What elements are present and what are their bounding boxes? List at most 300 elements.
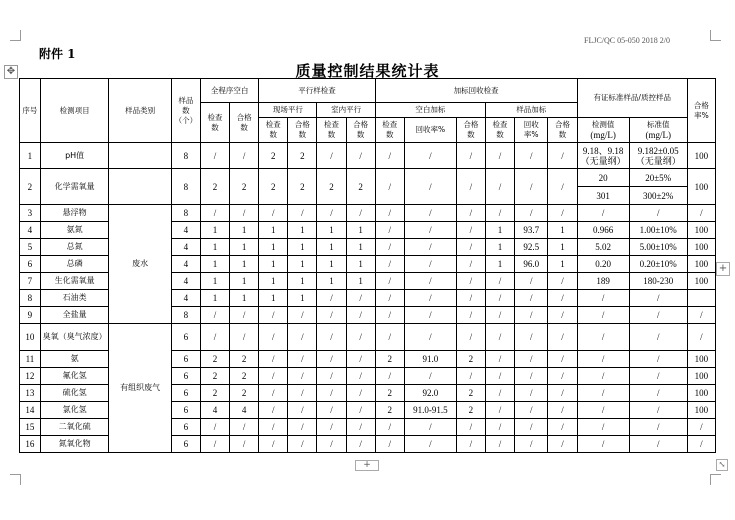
- cell-lp: /: [346, 307, 375, 324]
- cell-fc: 1: [259, 256, 288, 273]
- cell-bp: 1: [230, 290, 259, 307]
- cell-measured: /: [577, 385, 629, 402]
- cell-n: 8: [171, 143, 200, 169]
- cell-bp: 2: [230, 169, 259, 205]
- cell-rate: 100: [687, 273, 715, 290]
- cell-fc: /: [259, 324, 288, 351]
- cell-sbr: /: [404, 307, 456, 324]
- cell-ssr: /: [515, 419, 548, 436]
- cell-fp: /: [288, 368, 317, 385]
- cell-ssp: /: [548, 402, 577, 419]
- cell-item: 氮氧化物: [40, 436, 109, 453]
- cell-bc: 1: [200, 290, 229, 307]
- cell-item: 氯化氢: [40, 402, 109, 419]
- cell-lc: /: [317, 290, 346, 307]
- header-field-parallel: 现场平行: [259, 103, 317, 118]
- cell-n: 6: [171, 402, 200, 419]
- cell-measured: 189: [577, 273, 629, 290]
- cell-no: 3: [20, 205, 41, 222]
- header-parallel: 平行样检查: [259, 79, 376, 103]
- cell-no: 12: [20, 368, 41, 385]
- cell-lp: /: [346, 419, 375, 436]
- header-pass-rate: 合格 率%: [687, 79, 715, 143]
- cell-lc: /: [317, 368, 346, 385]
- cell-ssr: /: [515, 143, 548, 169]
- cell-bc: /: [200, 205, 229, 222]
- cell-measured: 20: [577, 169, 629, 187]
- cell-ssr: /: [515, 307, 548, 324]
- cell-sbc: /: [375, 143, 404, 169]
- header-standard: 标准值 (mg/L): [629, 118, 687, 143]
- cell-sbr: 91.0-91.5: [404, 402, 456, 419]
- cell-bc: /: [200, 419, 229, 436]
- cell-bc: 1: [200, 239, 229, 256]
- cell-standard: /: [629, 385, 687, 402]
- cell-fp: 1: [288, 273, 317, 290]
- cell-bc: /: [200, 307, 229, 324]
- cell-standard: 180-230: [629, 273, 687, 290]
- cell-bp: 1: [230, 222, 259, 239]
- cell-ssp: /: [548, 436, 577, 453]
- cell-rate: [687, 290, 715, 307]
- cell-lp: /: [346, 402, 375, 419]
- cell-item: 总磷: [40, 256, 109, 273]
- cell-n: 6: [171, 436, 200, 453]
- cell-standard: 20±5%: [629, 169, 687, 187]
- header-measured: 检测值 (mg/L): [577, 118, 629, 143]
- cell-no: 11: [20, 351, 41, 368]
- cell-ssp: /: [548, 169, 577, 205]
- cell-item: 臭氧（臭气浓度）: [40, 324, 109, 351]
- cell-item: 悬浮物: [40, 205, 109, 222]
- cell-rate: /: [687, 307, 715, 324]
- page-corner-top-left: [10, 30, 21, 41]
- cell-lc: /: [317, 402, 346, 419]
- cell-fc: 1: [259, 273, 288, 290]
- cell-sbp: /: [456, 169, 485, 205]
- cell-n: 4: [171, 222, 200, 239]
- cell-sbr: 91.0: [404, 351, 456, 368]
- cell-n: 6: [171, 385, 200, 402]
- cell-measured: /: [577, 402, 629, 419]
- cell-sbc: /: [375, 273, 404, 290]
- cell-n: 4: [171, 273, 200, 290]
- cell-fp: 1: [288, 222, 317, 239]
- cell-standard: 1.00±10%: [629, 222, 687, 239]
- page-corner-bottom-right: [710, 474, 721, 485]
- cell-sbp: /: [456, 368, 485, 385]
- table-resize-icon[interactable]: ⤡: [716, 459, 728, 471]
- cell-no: 10: [20, 324, 41, 351]
- cell-sbp: /: [456, 273, 485, 290]
- cell-fc: 1: [259, 290, 288, 307]
- table-row: [20, 169, 716, 187]
- cell-rate: 100: [687, 385, 715, 402]
- cell-lc: 1: [317, 239, 346, 256]
- cell-sbc: /: [375, 307, 404, 324]
- cell-bc: /: [200, 324, 229, 351]
- cell-fp: 1: [288, 290, 317, 307]
- cell-ssp: 1: [548, 222, 577, 239]
- cell-standard: /: [629, 402, 687, 419]
- cell-lp: /: [346, 351, 375, 368]
- cell-fp: /: [288, 307, 317, 324]
- cell-ssc: 1: [485, 239, 514, 256]
- header-sample-spike-pass: 合格 数: [548, 118, 577, 143]
- cell-ssp: 1: [548, 239, 577, 256]
- cell-fp: 1: [288, 239, 317, 256]
- cell-item: 氨: [40, 351, 109, 368]
- add-row-icon[interactable]: +: [355, 460, 379, 471]
- header-lab-check: 检查 数: [317, 118, 346, 143]
- cell-lc: 1: [317, 222, 346, 239]
- cell-standard: /: [629, 368, 687, 385]
- cell-item: pH值: [40, 143, 109, 169]
- cell-standard: 0.20±10%: [629, 256, 687, 273]
- cell-no: 5: [20, 239, 41, 256]
- cell-item: 总氮: [40, 239, 109, 256]
- header-sample-spike: 样品加标: [485, 103, 577, 118]
- header-blank: 全程序空白: [200, 79, 258, 103]
- cell-item: 全盐量: [40, 307, 109, 324]
- cell-standard: /: [629, 351, 687, 368]
- cell-item: 生化需氧量: [40, 273, 109, 290]
- cell-standard: /: [629, 290, 687, 307]
- cell-measured: /: [577, 419, 629, 436]
- cell-lp: 1: [346, 222, 375, 239]
- cell-sbc: /: [375, 239, 404, 256]
- cell-bp: 4: [230, 402, 259, 419]
- cell-rate: 100: [687, 169, 715, 205]
- cell-sbr: /: [404, 324, 456, 351]
- cell-standard: 9.182±0.05（无量纲）: [629, 143, 687, 169]
- cell-sbc: /: [375, 436, 404, 453]
- cell-n: 6: [171, 324, 200, 351]
- header-sample-spike-check: 检查 数: [485, 118, 514, 143]
- header-category: 样品类别: [109, 79, 171, 143]
- cell-sbc: /: [375, 324, 404, 351]
- cell-item: 石油类: [40, 290, 109, 307]
- cell-rate: 100: [687, 351, 715, 368]
- cell-sbp: 2: [456, 402, 485, 419]
- cell-rate: 100: [687, 239, 715, 256]
- cell-sbp: /: [456, 205, 485, 222]
- cell-ssr: /: [515, 368, 548, 385]
- cell-measured: /: [577, 290, 629, 307]
- cell-ssc: /: [485, 368, 514, 385]
- cell-sbr: /: [404, 419, 456, 436]
- cell-sbr: /: [404, 368, 456, 385]
- cell-fc: 1: [259, 239, 288, 256]
- cell-lp: 1: [346, 256, 375, 273]
- header-sample-count: 样品 数 （个）: [171, 79, 200, 143]
- cell-sbp: /: [456, 239, 485, 256]
- cell-lp: /: [346, 324, 375, 351]
- cell-ssr: /: [515, 273, 548, 290]
- header-seq: 序号: [20, 79, 41, 143]
- cell-sbr: /: [404, 222, 456, 239]
- cell-ssp: /: [548, 205, 577, 222]
- cell-ssc: /: [485, 385, 514, 402]
- cell-lp: 1: [346, 239, 375, 256]
- cell-measured: 5.02: [577, 239, 629, 256]
- page-corner-top-right: [710, 30, 721, 41]
- cell-lc: /: [317, 419, 346, 436]
- cell-ssp: /: [548, 273, 577, 290]
- cell-ssp: /: [548, 290, 577, 307]
- cell-n: 4: [171, 256, 200, 273]
- cell-ssr: /: [515, 169, 548, 205]
- cell-item: 二氧化硫: [40, 419, 109, 436]
- cell-ssp: /: [548, 351, 577, 368]
- cell-lp: /: [346, 436, 375, 453]
- cell-ssc: /: [485, 205, 514, 222]
- cell-no: 4: [20, 222, 41, 239]
- cell-standard: /: [629, 436, 687, 453]
- cell-bp: /: [230, 307, 259, 324]
- cell-n: 4: [171, 290, 200, 307]
- cell-ssp: /: [548, 368, 577, 385]
- cell-sbr: /: [404, 256, 456, 273]
- header-field-pass: 合格 数: [288, 118, 317, 143]
- cell-measured: /: [577, 436, 629, 453]
- cell-measured: 9.18、9.18（无量纲）: [577, 143, 629, 169]
- header-blank-spike-check: 检查 数: [375, 118, 404, 143]
- add-column-icon[interactable]: +: [716, 262, 730, 276]
- cell-standard: /: [629, 419, 687, 436]
- cell-sbc: /: [375, 222, 404, 239]
- cell-n: 8: [171, 169, 200, 205]
- cell-fp: /: [288, 351, 317, 368]
- cell-bc: /: [200, 436, 229, 453]
- cell-standard: 300±2%: [629, 187, 687, 205]
- cell-no: 6: [20, 256, 41, 273]
- cell-ssc: 1: [485, 256, 514, 273]
- cell-fc: 2: [259, 169, 288, 205]
- cell-lc: /: [317, 436, 346, 453]
- cell-ssc: /: [485, 324, 514, 351]
- page-corner-bottom-left: [10, 474, 21, 485]
- cell-fc: /: [259, 436, 288, 453]
- cell-no: 9: [20, 307, 41, 324]
- cell-fc: /: [259, 205, 288, 222]
- cell-bc: 2: [200, 368, 229, 385]
- cell-sbp: /: [456, 222, 485, 239]
- cell-rate: 100: [687, 222, 715, 239]
- header-blank-spike: 空白加标: [375, 103, 485, 118]
- cell-ssc: /: [485, 351, 514, 368]
- cell-lp: /: [346, 143, 375, 169]
- cell-bp: 1: [230, 256, 259, 273]
- cell-measured: 0.20: [577, 256, 629, 273]
- cell-measured: 301: [577, 187, 629, 205]
- cell-standard: 5.00±10%: [629, 239, 687, 256]
- header-crm: 有证标准样品/质控样品: [577, 79, 687, 118]
- cell-fp: 2: [288, 169, 317, 205]
- cell-ssr: /: [515, 205, 548, 222]
- quality-control-table: [19, 78, 716, 453]
- cell-ssp: /: [548, 385, 577, 402]
- cell-fc: /: [259, 385, 288, 402]
- cell-rate: /: [687, 324, 715, 351]
- cell-item: 硫化氢: [40, 385, 109, 402]
- cell-rate: 100: [687, 256, 715, 273]
- cell-sbr: /: [404, 205, 456, 222]
- cell-ssp: /: [548, 307, 577, 324]
- header-field-check: 检查 数: [259, 118, 288, 143]
- cell-no: 8: [20, 290, 41, 307]
- cell-no: 1: [20, 143, 41, 169]
- cell-ssr: /: [515, 436, 548, 453]
- cell-lp: /: [346, 290, 375, 307]
- cell-fp: /: [288, 402, 317, 419]
- cell-no: 2: [20, 169, 41, 205]
- cell-fp: /: [288, 385, 317, 402]
- cell-n: 8: [171, 307, 200, 324]
- cell-category-empty: [109, 143, 171, 169]
- cell-sbr: /: [404, 239, 456, 256]
- cell-standard: /: [629, 307, 687, 324]
- cell-bc: 1: [200, 222, 229, 239]
- cell-sbr: /: [404, 143, 456, 169]
- cell-bp: 2: [230, 368, 259, 385]
- cell-sbr: /: [404, 169, 456, 205]
- cell-lc: 1: [317, 256, 346, 273]
- cell-rate: 100: [687, 143, 715, 169]
- cell-sbp: /: [456, 307, 485, 324]
- cell-ssc: /: [485, 307, 514, 324]
- cell-ssc: /: [485, 169, 514, 205]
- cell-ssc: /: [485, 402, 514, 419]
- cell-ssr: /: [515, 402, 548, 419]
- cell-fc: /: [259, 307, 288, 324]
- cell-bc: 2: [200, 169, 229, 205]
- cell-bp: /: [230, 143, 259, 169]
- document-code: FLJC/QC 05-050 2018 2/0: [584, 36, 671, 45]
- cell-sbr: 92.0: [404, 385, 456, 402]
- cell-no: 13: [20, 385, 41, 402]
- cell-fc: /: [259, 368, 288, 385]
- cell-ssc: /: [485, 273, 514, 290]
- cell-sbc: /: [375, 368, 404, 385]
- cell-ssr: /: [515, 324, 548, 351]
- cell-fp: /: [288, 419, 317, 436]
- cell-sbc: /: [375, 169, 404, 205]
- cell-sbp: /: [456, 436, 485, 453]
- group-wastewater: 废水: [109, 205, 171, 324]
- header-lab-pass: 合格 数: [346, 118, 375, 143]
- cell-bc: 1: [200, 273, 229, 290]
- cell-sbp: /: [456, 256, 485, 273]
- cell-lp: /: [346, 205, 375, 222]
- cell-sbc: /: [375, 419, 404, 436]
- cell-fp: /: [288, 205, 317, 222]
- cell-fc: /: [259, 351, 288, 368]
- cell-ssr: 93.7: [515, 222, 548, 239]
- cell-item: 氨氮: [40, 222, 109, 239]
- cell-no: 15: [20, 419, 41, 436]
- cell-sbp: 2: [456, 351, 485, 368]
- cell-sbc: 2: [375, 385, 404, 402]
- cell-fc: 1: [259, 222, 288, 239]
- cell-bp: /: [230, 436, 259, 453]
- header-blank-count: 检查 数: [200, 103, 229, 143]
- cell-sbp: /: [456, 290, 485, 307]
- cell-ssr: /: [515, 385, 548, 402]
- cell-lc: /: [317, 143, 346, 169]
- cell-fc: 2: [259, 143, 288, 169]
- table-row: [20, 324, 716, 351]
- header-spike: 加标回收检查: [375, 79, 577, 103]
- cell-fp: 1: [288, 256, 317, 273]
- cell-ssr: 96.0: [515, 256, 548, 273]
- cell-sbc: 2: [375, 402, 404, 419]
- cell-item: 化学需氧量: [40, 169, 109, 205]
- cell-rate: /: [687, 419, 715, 436]
- cell-measured: /: [577, 324, 629, 351]
- cell-rate: /: [687, 205, 715, 222]
- cell-ssp: /: [548, 143, 577, 169]
- cell-lc: 2: [317, 169, 346, 205]
- cell-lp: 1: [346, 273, 375, 290]
- cell-no: 14: [20, 402, 41, 419]
- cell-rate: /: [687, 436, 715, 453]
- cell-ssc: /: [485, 143, 514, 169]
- cell-measured: /: [577, 307, 629, 324]
- cell-lp: 2: [346, 169, 375, 205]
- cell-bp: /: [230, 419, 259, 436]
- cell-bc: /: [200, 143, 229, 169]
- cell-lc: 1: [317, 273, 346, 290]
- cell-bp: 1: [230, 273, 259, 290]
- cell-fp: 2: [288, 143, 317, 169]
- cell-bc: 2: [200, 351, 229, 368]
- cell-lp: /: [346, 385, 375, 402]
- cell-ssr: /: [515, 351, 548, 368]
- cell-sbr: /: [404, 436, 456, 453]
- cell-sbc: 2: [375, 351, 404, 368]
- cell-ssp: 1: [548, 256, 577, 273]
- cell-n: 6: [171, 368, 200, 385]
- cell-sbc: /: [375, 290, 404, 307]
- cell-sbc: /: [375, 256, 404, 273]
- cell-sbc: /: [375, 205, 404, 222]
- cell-fp: /: [288, 436, 317, 453]
- attachment-label: 附件 1: [39, 47, 76, 61]
- cell-n: 4: [171, 239, 200, 256]
- cell-ssc: 1: [485, 222, 514, 239]
- header-blank-pass: 合格 数: [230, 103, 259, 143]
- cell-bp: /: [230, 205, 259, 222]
- cell-lc: /: [317, 307, 346, 324]
- cell-lc: /: [317, 205, 346, 222]
- cell-bc: 4: [200, 402, 229, 419]
- table-move-icon[interactable]: ✥: [4, 65, 18, 79]
- cell-bc: 2: [200, 385, 229, 402]
- header-lab-parallel: 室内平行: [317, 103, 375, 118]
- cell-fc: /: [259, 419, 288, 436]
- header-item: 检测项目: [40, 79, 109, 143]
- cell-sbp: /: [456, 324, 485, 351]
- table-row: [20, 205, 716, 222]
- cell-measured: /: [577, 351, 629, 368]
- cell-ssr: /: [515, 290, 548, 307]
- page-title: 质量控制结果统计表: [295, 62, 440, 80]
- cell-rate: 100: [687, 402, 715, 419]
- cell-ssr: 92.5: [515, 239, 548, 256]
- cell-sbp: /: [456, 143, 485, 169]
- cell-ssc: /: [485, 419, 514, 436]
